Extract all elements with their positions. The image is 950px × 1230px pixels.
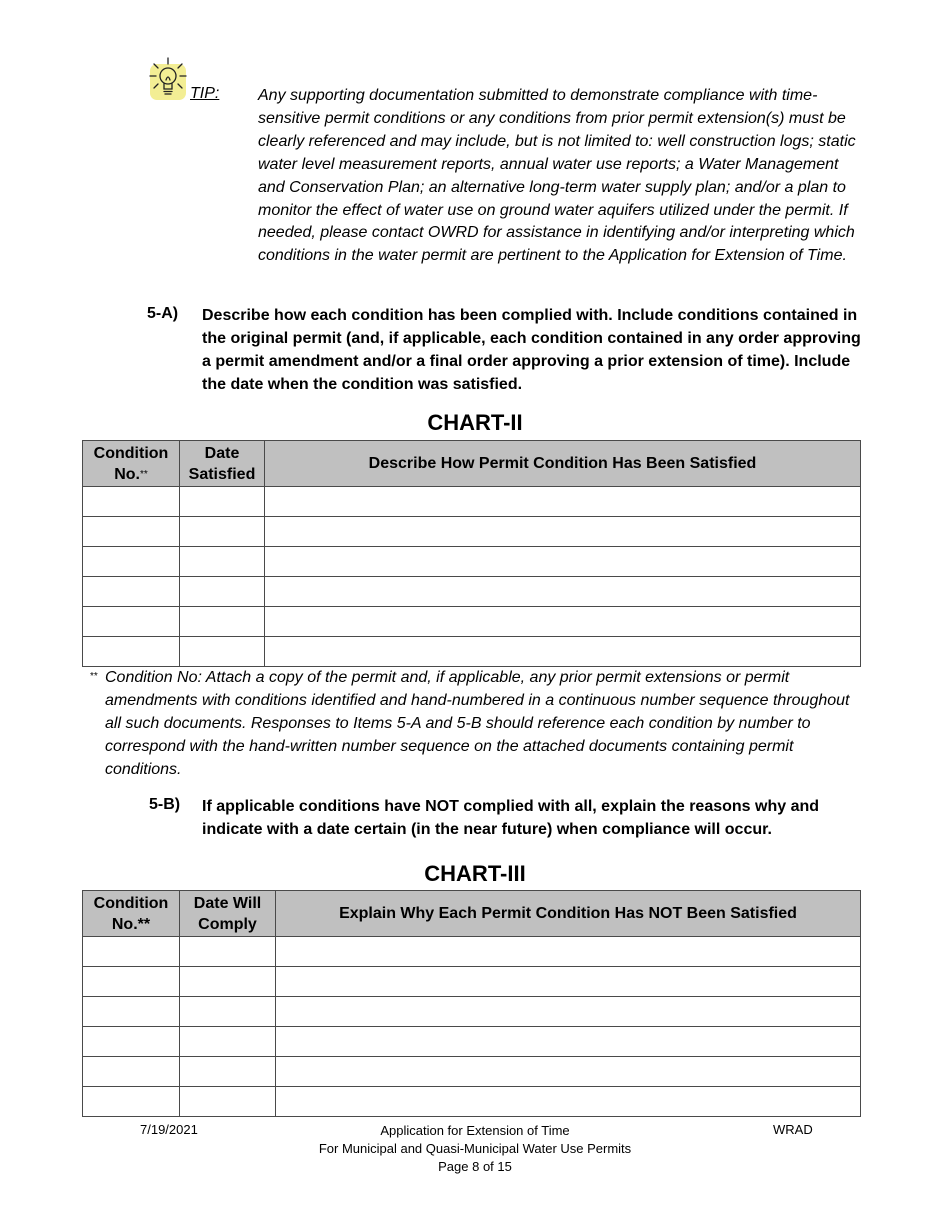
description-cell[interactable] [265,517,861,547]
footer-date: 7/19/2021 [140,1122,198,1137]
lightbulb-icon [146,56,190,102]
table-row [83,967,861,997]
explanation-cell[interactable] [276,1087,861,1117]
chart-iii-header-date-line1: Date Will [193,894,262,912]
table-row [83,607,861,637]
tip-label: TIP: [190,85,220,102]
date-will-comply-cell[interactable] [180,997,276,1027]
date-satisfied-cell[interactable] [180,487,265,517]
question-5a-text: Describe how each condition has been complied with. Include conditions contained in the original permit (and, if applicable, each condition contained in any order approving a permit amendment and/or a final order approving a prior extension of time). Include the date when the condition was satisfied. [202,307,861,393]
chart-ii-header-description: Describe How Permit Condition Has Been Satisfied [265,441,861,487]
footer-page-number: Page 8 of 15 [438,1159,512,1174]
condition-no-cell[interactable] [83,637,180,667]
chart-ii-title: CHART-II [427,410,523,435]
condition-no-cell[interactable] [83,547,180,577]
date-will-comply-cell[interactable] [180,1057,276,1087]
table-row [83,1057,861,1087]
chart-iii-header-row [83,891,861,937]
chart-ii-header-date-line2: Satisfied [188,465,256,483]
chart-iii-table [82,890,861,1117]
explanation-cell[interactable] [276,967,861,997]
table-row [83,637,861,667]
date-will-comply-cell[interactable] [180,1087,276,1117]
explanation-cell[interactable] [276,1027,861,1057]
chart-ii-header-row [83,441,861,487]
description-cell[interactable] [265,577,861,607]
condition-no-cell[interactable] [83,607,180,637]
date-satisfied-cell[interactable] [180,637,265,667]
condition-no-cell[interactable] [83,1087,180,1117]
table-row [83,577,861,607]
chart-iii-header-date-line2: Comply [198,915,257,933]
chart-iii-header-condition-line1: Condition [93,894,169,912]
chart-ii-table [82,440,861,667]
chart-ii-header-condition-line1: Condition [93,444,169,462]
description-cell[interactable] [265,487,861,517]
date-satisfied-cell[interactable] [180,547,265,577]
condition-footnote [90,667,860,782]
table-row [83,1027,861,1057]
table-row [83,1087,861,1117]
chart-iii-header-explanation: Explain Why Each Permit Condition Has NOT Been Satisfied [276,891,861,937]
chart-iii-header-condition-no [83,891,180,937]
date-satisfied-cell[interactable] [180,607,265,637]
description-cell[interactable] [265,547,861,577]
date-will-comply-cell[interactable] [180,937,276,967]
footnote-text: Condition No: Attach a copy of the permit and, if applicable, any prior permit extensions or permit amendments with conditions identified and hand-numbered in a continuous number sequence throughout all such documents. Responses to Items 5-A and 5-B should reference each condition by number to correspond with the hand-written number sequence on the attached documents containing permit conditions. [105,669,850,778]
condition-no-cell[interactable] [83,517,180,547]
explanation-cell[interactable] [276,1057,861,1087]
date-satisfied-cell[interactable] [180,517,265,547]
date-satisfied-cell[interactable] [180,577,265,607]
table-row [83,937,861,967]
chart-ii-header-condition-line2: No. [114,465,140,483]
question-5b-label: 5-B) [149,796,181,813]
footnote-marker: ** [90,671,98,682]
condition-no-cell[interactable] [83,937,180,967]
footer-division: WRAD [773,1122,813,1137]
condition-no-cell[interactable] [83,997,180,1027]
tip-text: Any supporting documentation submitted to demonstrate compliance with time-sensitive permit conditions or any conditions from prior permit extension(s) must be clearly referenced and may include, but is not limited to: well construction logs; static water level measurement reports, annual water use reports; a Water Management and Conservation Plan; an alternative long-term water supply plan; and/or a plan to monitor the effect of water use on ground water aquifers utilized under the permit. If needed, please contact OWRD for assistance in identifying and/or interpreting which conditions in the water permit are pertinent to the Application for Extension of Time. [258,87,856,265]
table-row [83,517,861,547]
table-row [83,547,861,577]
description-cell[interactable] [265,637,861,667]
explanation-cell[interactable] [276,997,861,1027]
condition-no-cell[interactable] [83,967,180,997]
footer-title-line1: Application for Extension of Time [380,1123,570,1138]
chart-ii-footnote-mark: ** [139,468,148,480]
chart-ii-header-condition-no [83,441,180,487]
table-row [83,997,861,1027]
chart-iii-header-condition-line2: No.** [111,915,151,933]
explanation-cell[interactable] [276,937,861,967]
condition-no-cell[interactable] [83,1027,180,1057]
condition-no-cell[interactable] [83,577,180,607]
table-row [83,487,861,517]
footer-title-line2: For Municipal and Quasi-Municipal Water Use Permits [318,1141,632,1156]
description-cell[interactable] [265,607,861,637]
date-will-comply-cell[interactable] [180,967,276,997]
chart-iii-title: CHART-III [424,861,526,886]
condition-no-cell[interactable] [83,487,180,517]
condition-no-cell[interactable] [83,1057,180,1087]
question-5a-label: 5-A) [147,305,179,322]
question-5b-text: If applicable conditions have NOT complied with all, explain the reasons why and indicate with a date certain (in the near future) when compliance will occur. [202,798,820,838]
date-will-comply-cell[interactable] [180,1027,276,1057]
chart-iii-header-date-will-comply [180,891,276,937]
chart-ii-header-date-line1: Date [204,444,240,462]
chart-ii-header-date-satisfied [180,441,265,487]
